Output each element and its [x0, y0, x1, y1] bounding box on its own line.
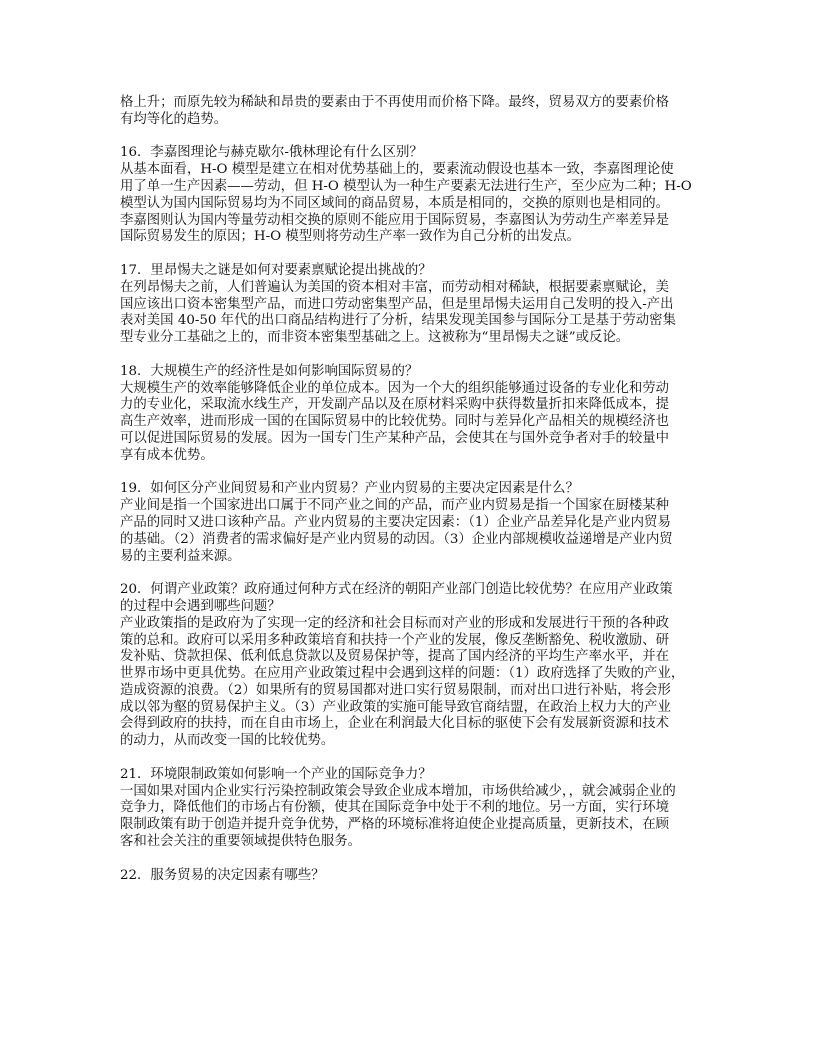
answer-line: 表对美国 40-50 年代的出口商品结构进行了分析，结果发现美国参与国际分工是基于劳动密集 — [120, 313, 676, 329]
answer-line: 易的主要利益来源。 — [120, 548, 241, 564]
qa-section — [120, 481, 710, 565]
answer-line: 产业政策指的是政府为了实现一定的经济和社会目标而对产业的形成和发展进行干预的各种政 — [120, 615, 670, 631]
answer-line: 产业间是指一个国家进出口属于不同产业之间的产品，而产业内贸易是指一个国家在厨楼某种 — [120, 498, 670, 514]
answer-line: 的动力，从而改变一国的比较优势。 — [120, 733, 335, 749]
answer-line: 模型认为国内国际贸易均为不同区域间的商品贸易，本质是相同的，交换的原则也是相同的。 — [120, 195, 670, 211]
answer-line: 国际贸易发生的原因；H-O 模型则将劳动生产率一致作为自己分析的出发点。 — [120, 229, 580, 245]
answer-line: 从基本面看，H-O 模型是建立在相对优势基础上的，要素流动假设也基本一致，李嘉图理论使 — [120, 162, 674, 178]
answer-line: 用了单一生产因素——劳动，但 H-O 模型认为一种生产要素无法进行生产，至少应为二种；H-O — [120, 178, 692, 194]
answer-line: 国应该出口资本密集型产品，而进口劳动密集型产品，但是里昂惕夫运用自己发明的投入-产出 — [120, 296, 674, 312]
question-heading-line: 21．环境限制政策如何影响一个产业的国际竞争力？ — [120, 766, 432, 782]
answer-line: 策的总和。政府可以采用多种政策培育和扶持一个产业的发展，像反垄断豁免、税收激励、研 — [120, 632, 670, 648]
answer-line: 的基础。（2）消费者的需求偏好是产业内贸易的动因。（3）企业内部规模收益递增是产业内贸 — [120, 531, 673, 547]
qa-section — [120, 767, 710, 851]
question-heading-line: 20．何谓产业政策？政府通过何种方式在经济的朝阳产业部门创造比较优势？在应用产业政策 — [120, 582, 673, 598]
qa-section — [120, 582, 710, 750]
question-heading-line: 22．服务贸易的决定因素有哪些？ — [120, 867, 325, 883]
answer-line: 世界市场中更具优势。在应用产业政策过程中会遇到这样的问题：（1）政府选择了失败的产业， — [120, 666, 685, 682]
answer-line: 客和社会关注的重要领域提供特色服务。 — [120, 834, 362, 850]
qa-section — [120, 364, 710, 465]
question-heading-line: 16．李嘉图理论与赫克歇尔-俄林理论有什么区别？ — [120, 145, 423, 161]
answer-line: 在列昂惕夫之前，人们普遍认为美国的资本相对丰富，而劳动相对稀缺，根据要素禀赋论，美 — [120, 279, 670, 295]
question-heading-line: 18．大规模生产的经济性是如何影响国际贸易的？ — [120, 363, 419, 379]
paragraph-line: 有均等化的趋势。 — [120, 111, 228, 127]
answer-line: 李嘉图则认为国内等量劳动相交换的原则不能应用于国际贸易，李嘉图认为劳动生产率差异是 — [120, 212, 670, 228]
answer-line: 大规模生产的效率能够降低企业的单位成本。因为一个大的组织能够通过设备的专业化和劳动 — [120, 380, 670, 396]
answer-line: 高生产效率，进而形成一国的在国际贸易中的比较优势。同时与差异化产品相关的规模经济也 — [120, 414, 670, 430]
question-heading-line: 17．里昂惕夫之谜是如何对要素禀赋论提出挑战的？ — [120, 262, 432, 278]
qa-sections — [120, 145, 710, 884]
answer-line: 限制政策有助于创造并提升竞争优势，严格的环境标准将迫使企业提高质量，更新技术，在顾 — [120, 817, 670, 833]
answer-line: 力的专业化，采取流水线生产，开发副产品以及在原材料采购中获得数量折扣来降低成本，提 — [120, 397, 670, 413]
intro-paragraph — [120, 95, 710, 129]
answer-line: 竞争力，降低他们的市场占有份额，使其在国际竞争中处于不利的地位。另一方面，实行环境 — [120, 800, 670, 816]
qa-section — [120, 868, 710, 885]
document-page — [120, 95, 710, 884]
answer-line: 成以邻为壑的贸易保护主义。（3）产业政策的实施可能导致官商结盟，在政治上权力大的产业 — [120, 699, 671, 715]
question-heading-line: 19．如何区分产业间贸易和产业内贸易？产业内贸易的主要决定因素是什么？ — [120, 481, 579, 497]
qa-section — [120, 145, 710, 246]
answer-line: 发补贴、贷款担保、低利低息贷款以及贸易保护等，提高了国内经济的平均生产率水平，并在 — [120, 649, 670, 665]
question-heading-line: 的过程中会遇到哪些问题？ — [120, 598, 281, 614]
answer-line: 产品的同时又进口该种产品。产业内贸易的主要决定因素：（1）企业产品差异化是产业内贸易 — [120, 514, 671, 530]
answer-line: 型专业分工基础之上的，而非资本密集型基础之上。这被称为“里昂惕夫之谜”或反论。 — [120, 330, 630, 346]
answer-line: 会得到政府的扶持，而在自由市场上，企业在利润最大化目标的驱使下会有发展新资源和技术 — [120, 716, 670, 732]
answer-line: 造成资源的浪费。（2）如果所有的贸易国都对进口实行贸易限制，而对出口进行补贴，将会形 — [120, 682, 671, 698]
qa-section — [120, 263, 710, 347]
answer-line: 可以促进国际贸易的发展。因为一国专门生产某种产品，会使其在与国外竞争者对手的较量中 — [120, 430, 670, 446]
answer-line: 一国如果对国内企业实行污染控制政策会导致企业成本增加，市场供给减少，，就会减弱企业的 — [120, 783, 676, 799]
answer-line: 享有成本优势。 — [120, 447, 214, 463]
paragraph-line: 格上升；而原先较为稀缺和昂贵的要素由于不再使用而价格下降。最终，贸易双方的要素价格 — [120, 95, 670, 110]
